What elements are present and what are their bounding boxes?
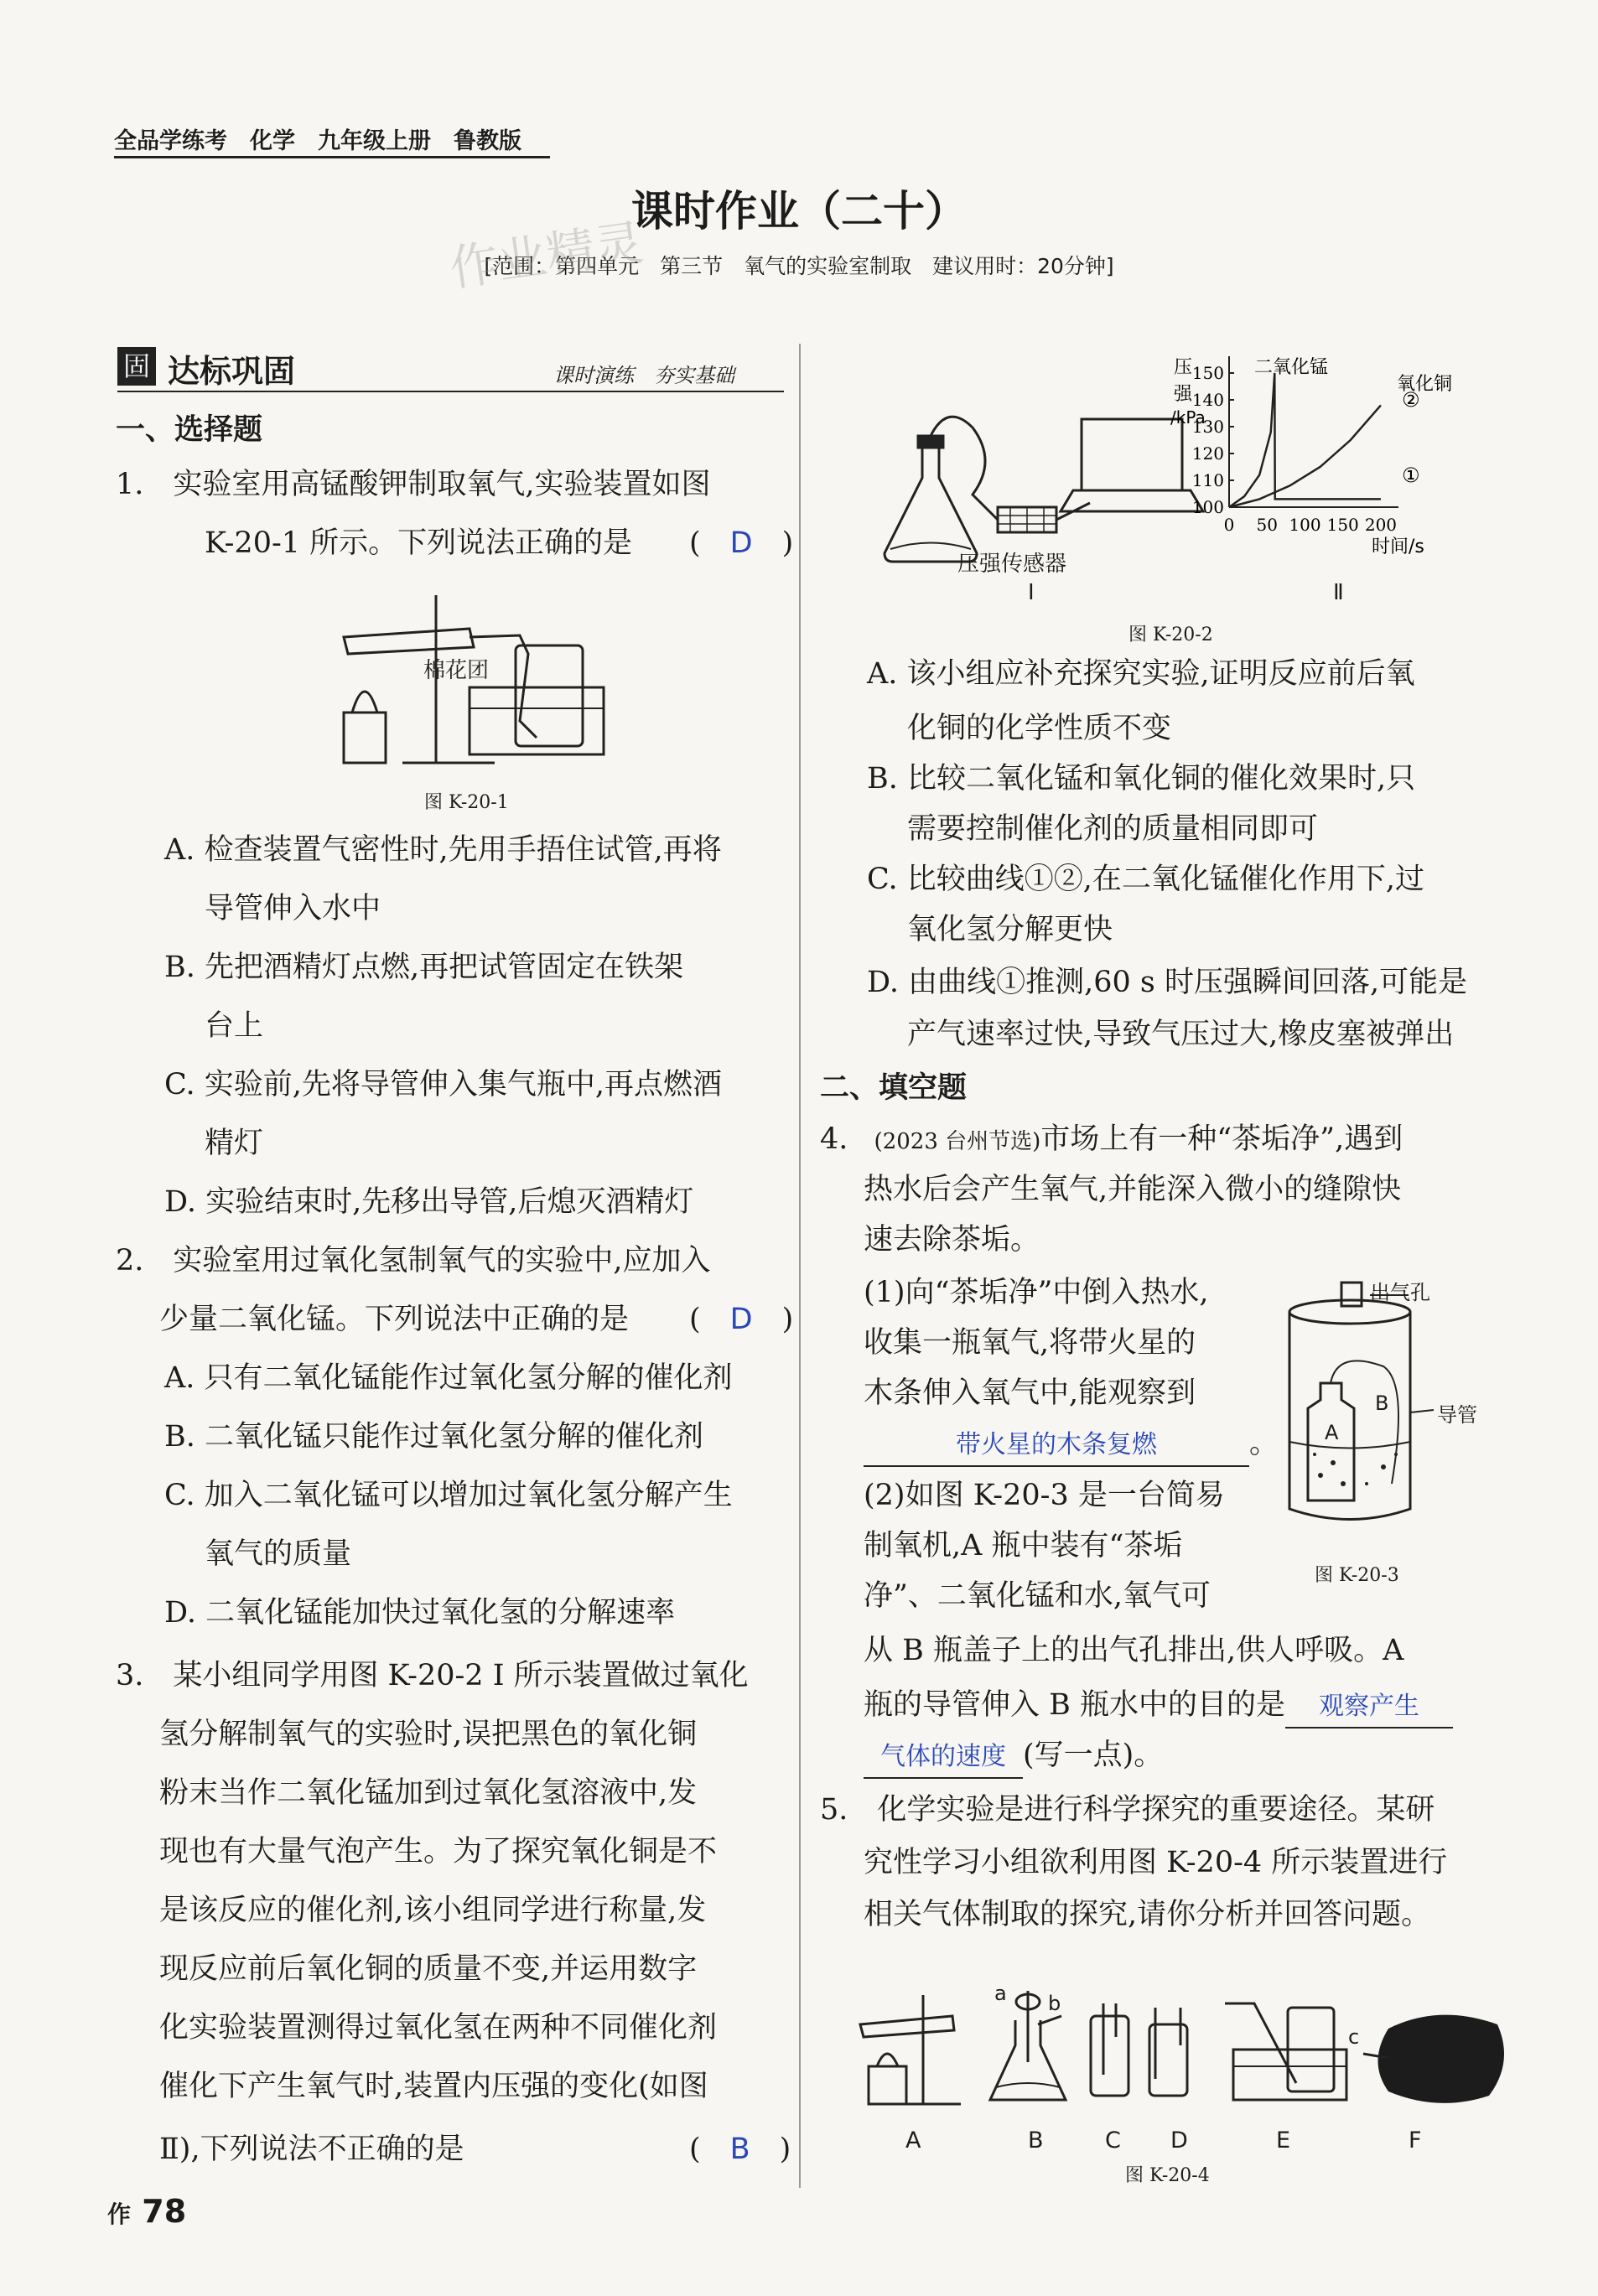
sub-c-label: c <box>1348 2025 1360 2049</box>
q3-option-b-line2: 需要控制催化剂的质量相同即可 <box>907 812 1319 846</box>
q4-line3: 速去除茶垢。 <box>864 1223 1040 1257</box>
q2-line1: 2. 实验室用过氧化氢制氧气的实验中,应加入 <box>116 1244 711 1278</box>
q3-option-c-line2: 氧化氢分解更快 <box>907 913 1113 946</box>
q1-option-c-line2: 精灯 <box>205 1127 264 1160</box>
apparatus-label: A <box>905 2128 921 2153</box>
figure-k20-1 <box>327 587 646 771</box>
q2-answer-bracket: ( D ) <box>689 1303 794 1336</box>
q3-answer-bracket: ( B ) <box>689 2133 791 2166</box>
section-rule <box>117 391 784 392</box>
q4-p1-line2: 收集一瓶氧气,将带火星的 <box>864 1326 1196 1360</box>
q5-line3: 相关气体制取的探究,请你分析并回答问题。 <box>864 1898 1431 1931</box>
q4-p1-line3: 木条伸入氧气中,能观察到 <box>864 1376 1196 1410</box>
outlet-nozzle <box>1341 1283 1362 1306</box>
q3-line2: 氢分解制氧气的实验时,误把黑色的氧化铜 <box>159 1718 698 1751</box>
part-two-heading: 二、填空题 <box>820 1071 968 1105</box>
x-tick-label: 200 <box>1364 515 1398 535</box>
conical-flask <box>885 444 977 562</box>
part-one-heading: 一、选择题 <box>116 413 263 447</box>
q4-p2-answer-1: 观察产生 <box>1285 1687 1453 1728</box>
apparatus-e <box>1225 2003 1346 2100</box>
figure-k20-1-caption: 图 K-20-1 <box>424 792 509 813</box>
page-value: 78 <box>142 2193 187 2230</box>
page-prefix: 作 <box>107 2200 132 2228</box>
q3-option-a-line2: 化铜的化学性质不变 <box>907 712 1172 745</box>
q3-line8: 催化下产生氧气时,装置内压强的变化(如图 <box>159 2070 708 2103</box>
q3-option-c-line1: C. 比较曲线①②,在二氧化锰催化作用下,过 <box>867 863 1425 896</box>
y-tick-label: 120 <box>1191 443 1224 464</box>
figure-k20-4-caption: 图 K-20-4 <box>1125 2165 1210 2186</box>
gas-jar <box>516 645 583 746</box>
q3-line6: 现反应前后氧化铜的质量不变,并运用数字 <box>159 1952 698 1986</box>
sub-b-label: b <box>1048 1992 1061 2015</box>
q4-number: 4. <box>820 1122 848 1156</box>
q2-option-b: B. 二氧化锰只能作过氧化氢分解的催化剂 <box>164 1420 703 1454</box>
test-tube <box>344 629 474 654</box>
q4-p2-line3: 净”、二氧化锰和水,氧气可 <box>864 1579 1211 1613</box>
q4-p2-line1: (2)如图 K-20-3 是一台简易 <box>864 1479 1225 1512</box>
y-tick-label: 130 <box>1191 417 1224 437</box>
series-line-1 <box>1229 373 1381 507</box>
apparatus-label: F <box>1409 2128 1422 2153</box>
q2-line2: 少量二氧化锰。下列说法中正确的是 <box>159 1303 630 1336</box>
series-line-2 <box>1229 405 1381 507</box>
q1-option-b-line2: 台上 <box>205 1009 264 1043</box>
q4-line1 <box>820 1119 1403 1162</box>
q4-p1-answer: 带火星的木条复燃 <box>864 1425 1249 1467</box>
q4-line2: 热水后会产生氧气,并能深入微小的缝隙快 <box>864 1173 1402 1206</box>
series-name-1: 二氧化锰 <box>1254 357 1329 378</box>
q1-option-d-line1: D. 实验结束时,先移出导管,后熄灭酒精灯 <box>164 1185 694 1219</box>
bottle-a-label: A <box>1325 1421 1339 1444</box>
apparatus-c <box>1091 2003 1128 2096</box>
apparatus-label: E <box>1276 2128 1291 2153</box>
q3-line1: 3. 某小组同学用图 K-20-2 Ⅰ 所示装置做过氧化 <box>116 1659 749 1692</box>
y-axis-label-2: 强 <box>1174 384 1193 405</box>
q4-source: (2023 台州节选) <box>874 1129 1041 1154</box>
q3-option-b-line1: B. 比较二氧化锰和氧化铜的催化效果时,只 <box>867 762 1416 796</box>
figure-k20-3-caption: 图 K-20-3 <box>1315 1565 1399 1586</box>
figure-k20-3 <box>1283 1274 1559 1534</box>
q3-line7: 化实验装置测得过氧化氢在两种不同催化剂 <box>159 2011 718 2045</box>
apparatus-label: C <box>1105 2128 1121 2153</box>
laptop-screen <box>1082 419 1182 490</box>
q3-line9: Ⅱ),下列说法不正确的是 <box>159 2133 464 2166</box>
q4-p1-answer-line: 带火星的木条复燃 。 <box>864 1423 1279 1467</box>
q1-answer: D <box>729 526 753 560</box>
q4-p2-line2: 制氧机,A 瓶中装有“茶垢 <box>864 1529 1183 1563</box>
q4-p2-line5 <box>864 1685 1453 1728</box>
q4-p2-line6 <box>864 1735 1163 1779</box>
panel-i-label: Ⅰ <box>1028 580 1035 605</box>
q3-line4: 现也有大量气泡产生。为了探究氧化铜是不 <box>159 1835 718 1868</box>
y-tick-label: 100 <box>1191 497 1224 517</box>
section-title: 达标巩固 <box>168 353 296 390</box>
q2-option-d: D. 二氧化锰能加快过氧化氢的分解速率 <box>164 1596 676 1630</box>
q5-line1: 5. 化学实验是进行科学探究的重要途径。某研 <box>820 1793 1435 1827</box>
q4-p2-tail: (写一点)。 <box>1023 1739 1164 1772</box>
q1-line2: K-20-1 所示。下列说法正确的是 <box>205 526 633 560</box>
outlet-label: 出气孔 <box>1370 1281 1430 1304</box>
header-rule <box>114 156 550 158</box>
alcohol-lamp-flame <box>352 692 377 713</box>
sensor-label: 压强传感器 <box>957 552 1067 577</box>
page-title: 课时作业（二十） <box>631 187 967 236</box>
scope-line: [范围：第四单元 第三节 氧气的实验室制取 建议用时：20分钟] <box>484 254 1114 278</box>
y-tick-label: 150 <box>1191 363 1224 383</box>
apparatus-f-gas-bag <box>1378 2015 1505 2103</box>
sensor-wire <box>931 417 998 520</box>
q1-option-a-line1: A. 检查装置气密性时,先用手捂住试管,再将 <box>164 833 722 867</box>
figure-k20-2-caption: 图 K-20-2 <box>1128 625 1213 645</box>
q1-line1: 1. 实验室用高锰酸钾制取氧气,实验装置如图 <box>116 468 711 501</box>
q4-p1-line1: (1)向“茶垢净”中倒入热水, <box>864 1276 1209 1309</box>
sub-a-label: a <box>994 1982 1007 2005</box>
bottle-b-label: B <box>1375 1392 1389 1415</box>
figure-k20-4 <box>852 1987 1564 2121</box>
column-divider <box>799 344 801 2188</box>
q4-p2-answer-2: 气体的速度 <box>864 1737 1023 1779</box>
x-tick-label: 100 <box>1289 515 1321 535</box>
tube-label: 导管 <box>1437 1403 1477 1427</box>
rubber-stopper <box>918 436 943 448</box>
series-name-2: 氧化铜 <box>1397 374 1453 395</box>
q4-p2-line5-text: 瓶的导管伸入 B 瓶水中的目的是 <box>864 1688 1285 1722</box>
q3-line3: 粉末当作二氧化锰加到过氧化氢溶液中,发 <box>159 1776 698 1810</box>
alcohol-lamp-stand <box>344 713 386 763</box>
q1-option-c-line1: C. 实验前,先将导管伸入集气瓶中,再点燃酒 <box>164 1068 723 1101</box>
apparatus-label: D <box>1170 2128 1188 2153</box>
pressure-chart <box>1170 339 1497 608</box>
q4-text: 市场上有一种“茶垢净”,遇到 <box>1040 1122 1403 1156</box>
y-tick-label: 140 <box>1191 390 1224 410</box>
x-tick-label: 0 <box>1223 515 1235 535</box>
panel-ii-label: Ⅱ <box>1333 580 1344 605</box>
section-icon: 固 <box>117 347 156 386</box>
q3-option-d-line1: D. 由曲线①推测,60 s 时压强瞬间回落,可能是 <box>867 966 1468 999</box>
y-axis-label-3: /kPa <box>1170 407 1206 428</box>
series-marker-2: ② <box>1402 388 1420 412</box>
q1-option-a-line2: 导管伸入水中 <box>205 892 381 925</box>
apparatus-label: B <box>1028 2128 1044 2153</box>
x-axis-label: 时间/s <box>1372 536 1424 557</box>
q3-answer: B <box>729 2133 750 2166</box>
q3-option-a-line1: A. 该小组应补充探究实验,证明反应前后氧 <box>867 657 1415 691</box>
q5-line2: 究性学习小组欲利用图 K-20-4 所示装置进行 <box>864 1846 1448 1879</box>
q3-line5: 是该反应的催化剂,该小组同学进行称量,发 <box>159 1894 707 1927</box>
watermark: 作业精灵 <box>446 214 647 298</box>
x-tick-label: 50 <box>1256 515 1278 535</box>
q1-answer-bracket: ( D ) <box>689 526 794 560</box>
section-subtitle: 课时演练 夯实基础 <box>553 364 734 387</box>
q2-answer: D <box>729 1303 753 1336</box>
q3-option-d-line2: 产气速率过快,导致气压过大,橡皮塞被弹出 <box>907 1018 1455 1051</box>
page-number <box>107 2193 186 2230</box>
apparatus-d <box>1149 2008 1187 2096</box>
x-tick-label: 150 <box>1326 515 1359 535</box>
q2-option-c-line2: 氧气的质量 <box>205 1537 352 1571</box>
q2-option-a: A. 只有二氧化锰能作过氧化氢分解的催化剂 <box>164 1361 733 1395</box>
book-header: 全品学练考 化学 九年级上册 鲁教版 <box>114 128 521 154</box>
y-axis-label-1: 压 <box>1174 357 1193 378</box>
cotton-label: 棉花团 <box>423 658 490 683</box>
y-tick-label: 110 <box>1191 470 1224 490</box>
q4-p2-line4: 从 B 瓶盖子上的出气孔排出,供人呼吸。A <box>864 1634 1404 1667</box>
q1-option-b-line1: B. 先把酒精灯点燃,再把试管固定在铁架 <box>164 951 684 984</box>
apparatus-a <box>860 1995 961 2104</box>
series-marker-1: ① <box>1402 464 1420 487</box>
tube-a-to-b <box>1331 1360 1398 1484</box>
q2-option-c-line1: C. 加入二氧化锰可以增加过氧化氢分解产生 <box>164 1479 733 1512</box>
